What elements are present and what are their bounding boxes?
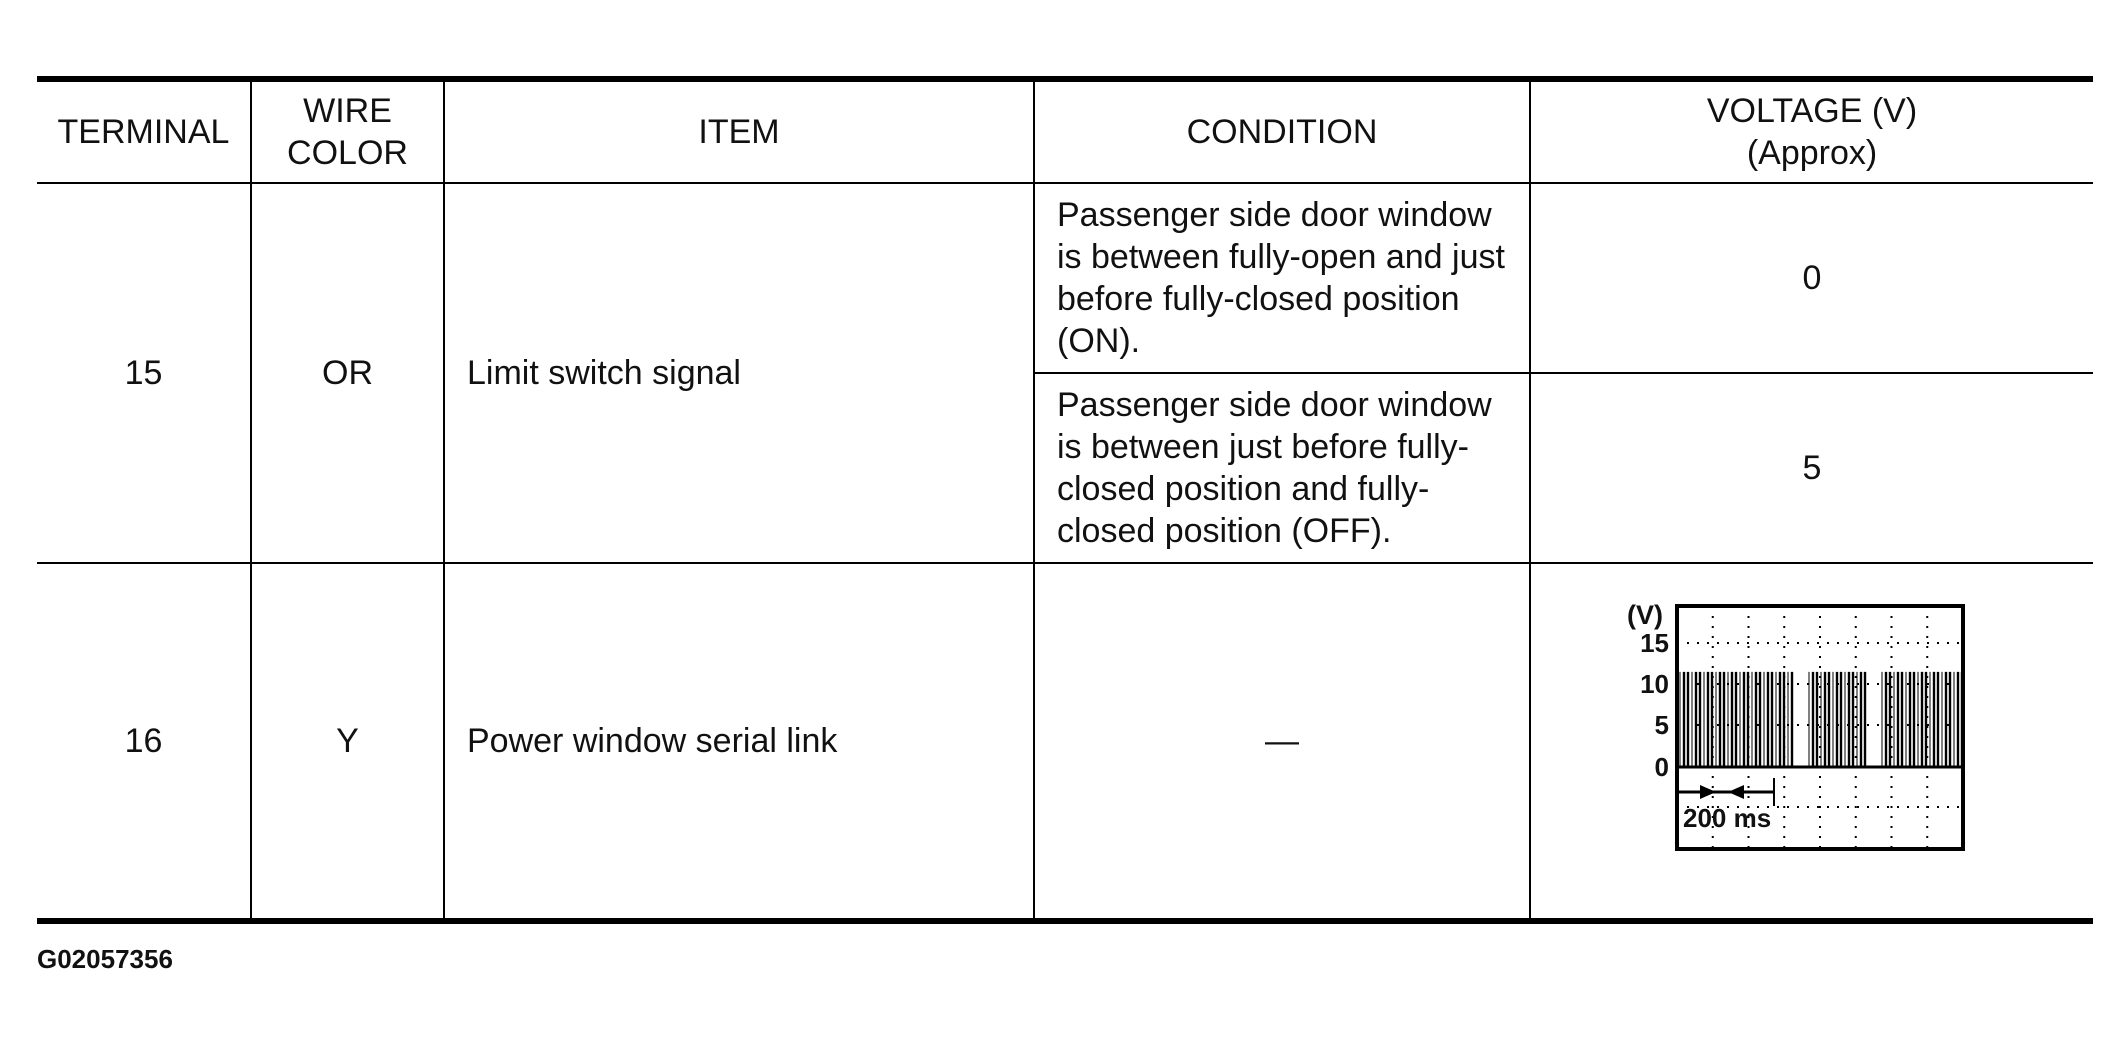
condition-line: closed position and fully- xyxy=(1057,470,1430,508)
condition-cell: — xyxy=(1034,563,1530,921)
condition-line: is between fully-open and just xyxy=(1057,238,1505,276)
condition-line: closed position (OFF). xyxy=(1057,512,1392,550)
oscilloscope-waveform xyxy=(1614,602,1974,862)
terminal-cell: 16 xyxy=(37,563,251,921)
signal-pulses xyxy=(1680,672,1962,767)
time-scale-arrow xyxy=(1679,778,1774,806)
condition-cell xyxy=(1034,373,1530,563)
y-tick-labels xyxy=(1640,628,1669,782)
header-condition: CONDITION xyxy=(1034,79,1530,183)
y-tick-label: 15 xyxy=(1640,628,1669,658)
table-row xyxy=(37,563,2093,921)
condition-line: Passenger side door window xyxy=(1057,196,1492,234)
wire-color-cell: OR xyxy=(251,183,444,563)
header-row xyxy=(37,79,2093,183)
condition-line: Passenger side door window xyxy=(1057,386,1492,424)
condition-cell xyxy=(1034,183,1530,373)
header-wire-color xyxy=(251,79,444,183)
item-cell: Limit switch signal xyxy=(444,183,1034,563)
header-wire-color-line1: WIRE xyxy=(303,92,392,130)
voltage-waveform-cell xyxy=(1530,563,2093,921)
header-terminal: TERMINAL xyxy=(37,79,251,183)
header-item: ITEM xyxy=(444,79,1034,183)
condition-line: before fully-closed position xyxy=(1057,280,1460,318)
time-scale-label: 200 ms xyxy=(1683,803,1772,833)
voltage-cell: 5 xyxy=(1530,373,2093,563)
table-row xyxy=(37,183,2093,373)
terminal-cell: 15 xyxy=(37,183,251,563)
y-tick-label: 10 xyxy=(1640,669,1669,699)
terminal-spec-table xyxy=(37,76,2093,924)
header-voltage xyxy=(1530,79,2093,183)
scope-axis-unit: (V) xyxy=(1627,602,1663,630)
y-tick-label: 0 xyxy=(1654,752,1669,782)
header-voltage-line1: VOLTAGE (V) xyxy=(1706,92,1918,130)
header-voltage-line2: (Approx) xyxy=(1746,134,1878,172)
header-wire-color-line2: COLOR xyxy=(287,134,408,172)
item-cell: Power window serial link xyxy=(444,563,1034,921)
condition-line: (ON). xyxy=(1057,322,1141,360)
voltage-cell: 0 xyxy=(1530,183,2093,373)
y-tick-label: 5 xyxy=(1654,710,1669,740)
condition-line: is between just before fully- xyxy=(1057,428,1469,466)
wire-color-cell: Y xyxy=(251,563,444,921)
figure-id: G02057356 xyxy=(37,944,173,974)
